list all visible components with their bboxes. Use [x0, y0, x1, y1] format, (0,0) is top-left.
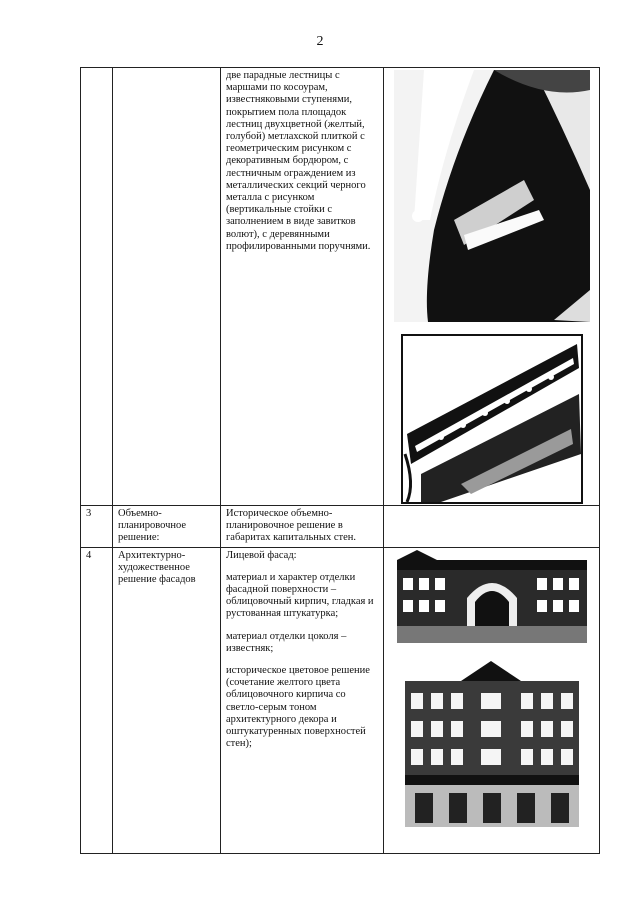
row-photos — [384, 547, 600, 853]
row-number: 4 — [81, 547, 113, 853]
staircase-photo-top — [394, 70, 590, 322]
row-photos — [384, 506, 600, 548]
row-name — [113, 68, 221, 506]
table-row — [81, 68, 600, 506]
table-row — [81, 506, 600, 548]
row-description: две парадные лестницы с маршами по косоурам, известняковыми ступенями, покрытием пола площадок лестниц двухцветной (желтый, голубой) метлахской плиткой с геометрическим рисунком с декоративным бордюром, с лестничным ограждением из металлических секций черного металла с рисунком (вертикальные стойки с заполнением в виде завитков волют), с деревянными профилированными поручнями. — [221, 68, 384, 506]
row-description: Лицевой фасад: материал и характер отделки фасадной поверхности – облицовочный кирпич, гладкая и рустованная штукатурка; материал отделки цоколя – известняк; историческое цветовое решение (сочетание желтого цвета облицовочного кирпича со светло-серым тоном архитектурного декора и оштукатуренных поверхностей стен); — [221, 547, 384, 853]
data-table — [80, 67, 600, 854]
staircase-photo-bottom — [401, 334, 583, 504]
row-description: Историческое объемно-планировочное решение в габаритах капитальных стен. — [221, 506, 384, 548]
page-number: 2 — [316, 34, 324, 49]
facade-photo-top — [397, 548, 587, 643]
row-name: Архитектурно-художественное решение фасадов — [113, 547, 221, 853]
table-row — [81, 547, 600, 853]
row-number — [81, 68, 113, 506]
row-number: 3 — [81, 506, 113, 548]
facade-photo-bottom — [401, 657, 583, 827]
row-photos — [384, 68, 600, 506]
row-name: Объемно-планировочное решение: — [113, 506, 221, 548]
